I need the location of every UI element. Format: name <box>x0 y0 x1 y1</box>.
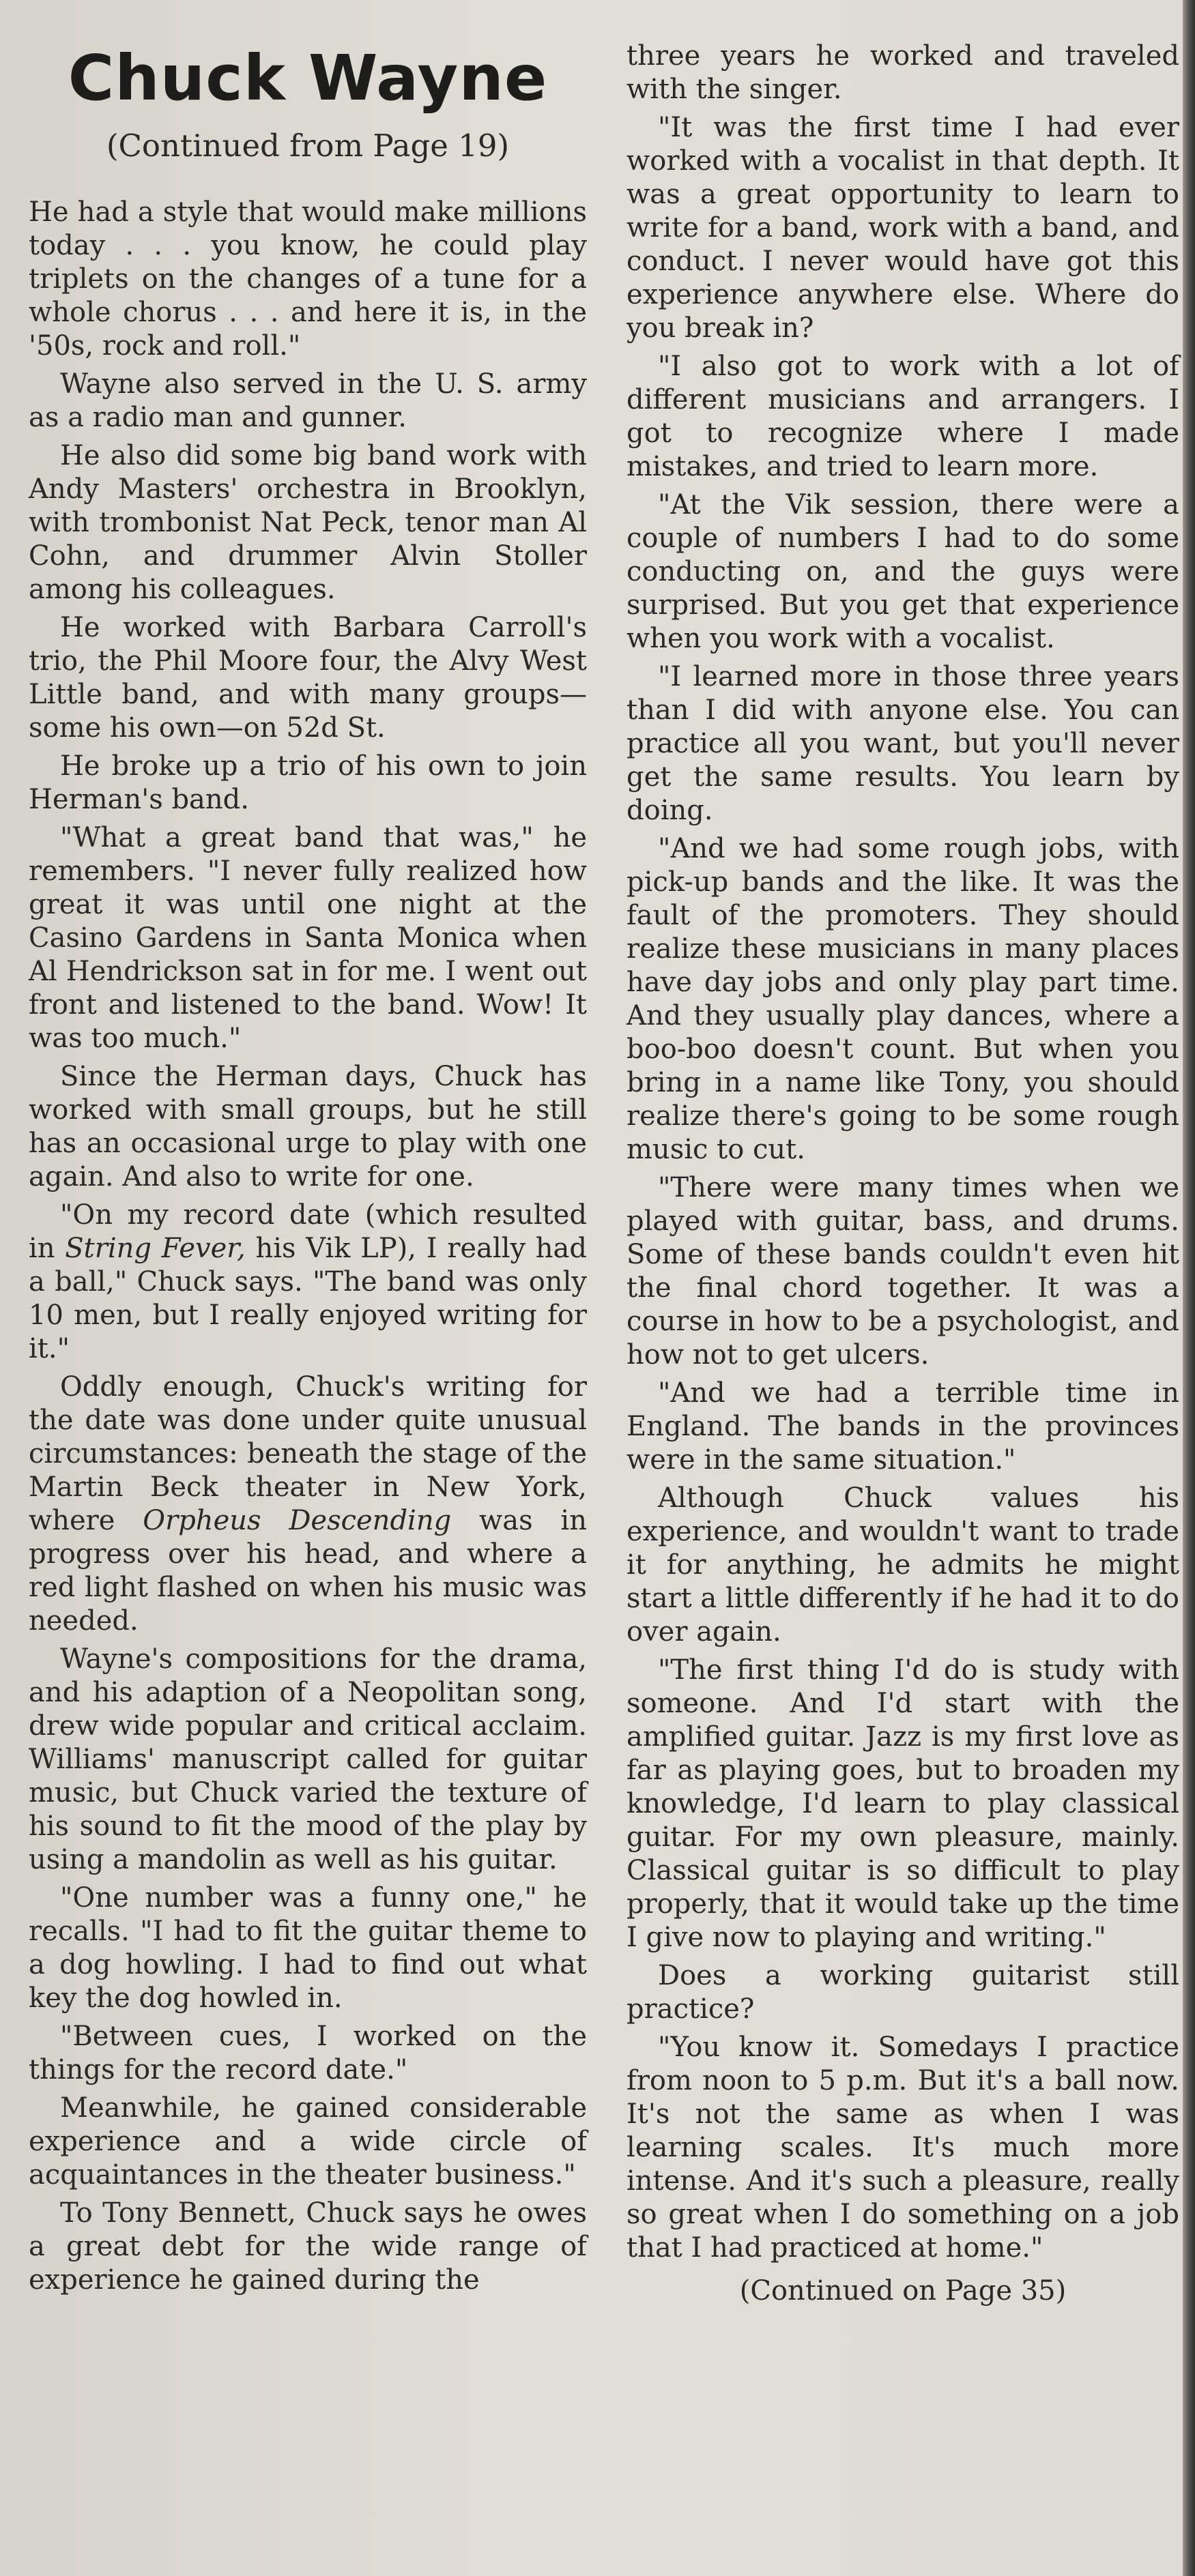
paragraph: "It was the first time I had ever worked with a vocalist in that depth. It was a great opportunity to learn to write for a band, work with a band, and conduct. I never would have got this experience anywhere else. Where do you break in? <box>627 112 1179 344</box>
paragraph: "What a great band that was," he remembers. "I never fully realized how great it was until one night at the Casino Gardens in Santa Monica when Al Hendrickson sat in for me. I went out front and listened to the band. Wow! It was too much." <box>29 822 587 1055</box>
right-column <box>627 0 1179 2308</box>
paragraph: "And we had some rough jobs, with pick-up bands and the like. It was the fault of the promoters. They should realize these musicians in many places have day jobs and only play part time. And they usually play dances, where a boo-boo doesn't count. But when you bring in a name like Tony, you should realize there's going to be some rough music to cut. <box>627 833 1179 1165</box>
paragraph: Wayne also served in the U. S. army as a radio man and gunner. <box>29 368 587 434</box>
paragraph: He also did some big band work with Andy Masters' orchestra in Brooklyn, with trombonist Nat Peck, tenor man Al Cohn, and drummer Alvin Stoller among his colleagues. <box>29 440 587 606</box>
play-title: Orpheus Descending <box>143 1505 452 1537</box>
paragraph: Although Chuck values his experience, and wouldn't want to trade it for anything, he admits he might start a little differently if he had it to do over again. <box>627 1482 1179 1648</box>
paragraph: He worked with Barbara Carroll's trio, the Phil Moore four, the Alvy West Little band, and with many groups—some his own—on 52d St. <box>29 612 587 744</box>
continued-from-note: (Continued from Page 19) <box>106 128 510 164</box>
paragraph-text: Oddly enough, Chuck's writing for the date was done under quite unusual circumstances: beneath the stage of the Martin Beck theater in New York, where <box>29 1371 587 1537</box>
paragraph-text: "On my record date (which resulted in <box>29 1199 587 1265</box>
paragraph: He broke up a trio of his own to join Herman's band. <box>29 750 587 816</box>
paragraph-text: his Vik LP), I really had a ball," Chuck says. "The band was only 10 men, but I really enjoyed writing for it." <box>29 1233 587 1365</box>
paragraph: He had a style that would make millions today . . . you know, he could play triplets on the changes of a tune for a whole chorus . . . and here it is, in the '50s, rock and roll." <box>29 196 587 362</box>
paragraph: "At the Vik session, there were a couple of numbers I had to do some conducting on, and the guys were surprised. But you get that experience when you work with a vocalist. <box>627 489 1179 654</box>
paragraph: Wayne's compositions for the drama, and his adaption of a Neopolitan song, drew wide popular and critical acclaim. Williams' manuscript called for guitar music, but Chuck varied the texture of his sound to fit the mood of the play by using a mandolin as well as his guitar. <box>29 1643 587 1876</box>
paragraph: Since the Herman days, Chuck has worked with small groups, but he still has an occasional urge to play with one again. And also to write for one. <box>29 1061 587 1193</box>
paragraph <box>29 1371 587 1638</box>
album-title: String Fever, <box>65 1233 246 1265</box>
page-edge-shadow <box>1183 0 1195 2576</box>
paragraph: "Between cues, I worked on the things for the record date." <box>29 2021 587 2086</box>
left-column <box>29 0 587 2302</box>
article-title: Chuck Wayne <box>68 42 548 115</box>
paragraph-text: was in progress over his head, and where a red light flashed on when his music was needed. <box>29 1505 587 1637</box>
paragraph: "The first thing I'd do is study with someone. And I'd start with the amplified guitar. Jazz is my first love as far as playing goes, but to broaden my knowledge, I'd learn to play classical guitar. For my own pleasure, mainly. Classical guitar is so difficult to play properly, that it would take up the time I give now to playing and writing." <box>627 1654 1179 1953</box>
paragraph: "You know it. Somedays I practice from noon to 5 p.m. But it's a ball now. It's not the same as when I was learning scales. It's much more intense. And it's such a pleasure, really so great when I do something on a job that I had practiced at home." <box>627 2032 1179 2264</box>
paragraph: "I learned more in those three years than I did with anyone else. You can practice all you want, but you'll never get the same results. You learn by doing. <box>627 661 1179 826</box>
paragraph: "And we had a terrible time in England. The bands in the provinces were in the same situation." <box>627 1377 1179 1476</box>
paragraph: "One number was a funny one," he recalls. "I had to fit the guitar theme to a dog howling. I had to find out what key the dog howled in. <box>29 1882 587 2015</box>
continued-on-note: (Continued on Page 35) <box>739 2275 1067 2307</box>
paragraph: Meanwhile, he gained considerable experience and a wide circle of acquaintances in the theater business." <box>29 2092 587 2191</box>
paragraph: Does a working guitarist still practice? <box>627 1960 1179 2025</box>
paragraph: To Tony Bennett, Chuck says he owes a great debt for the wide range of experience he gained during the <box>29 2197 587 2296</box>
paragraph: "There were many times when we played with guitar, bass, and drums. Some of these bands couldn't even hit the final chord together. It was a course in how to be a psychologist, and how not to get ulcers. <box>627 1172 1179 1371</box>
paragraph <box>29 1199 587 1366</box>
paragraph: "I also got to work with a lot of different musicians and arrangers. I got to recognize where I made mistakes, and tried to learn more. <box>627 351 1179 482</box>
paragraph: three years he worked and traveled with the singer. <box>627 40 1179 105</box>
